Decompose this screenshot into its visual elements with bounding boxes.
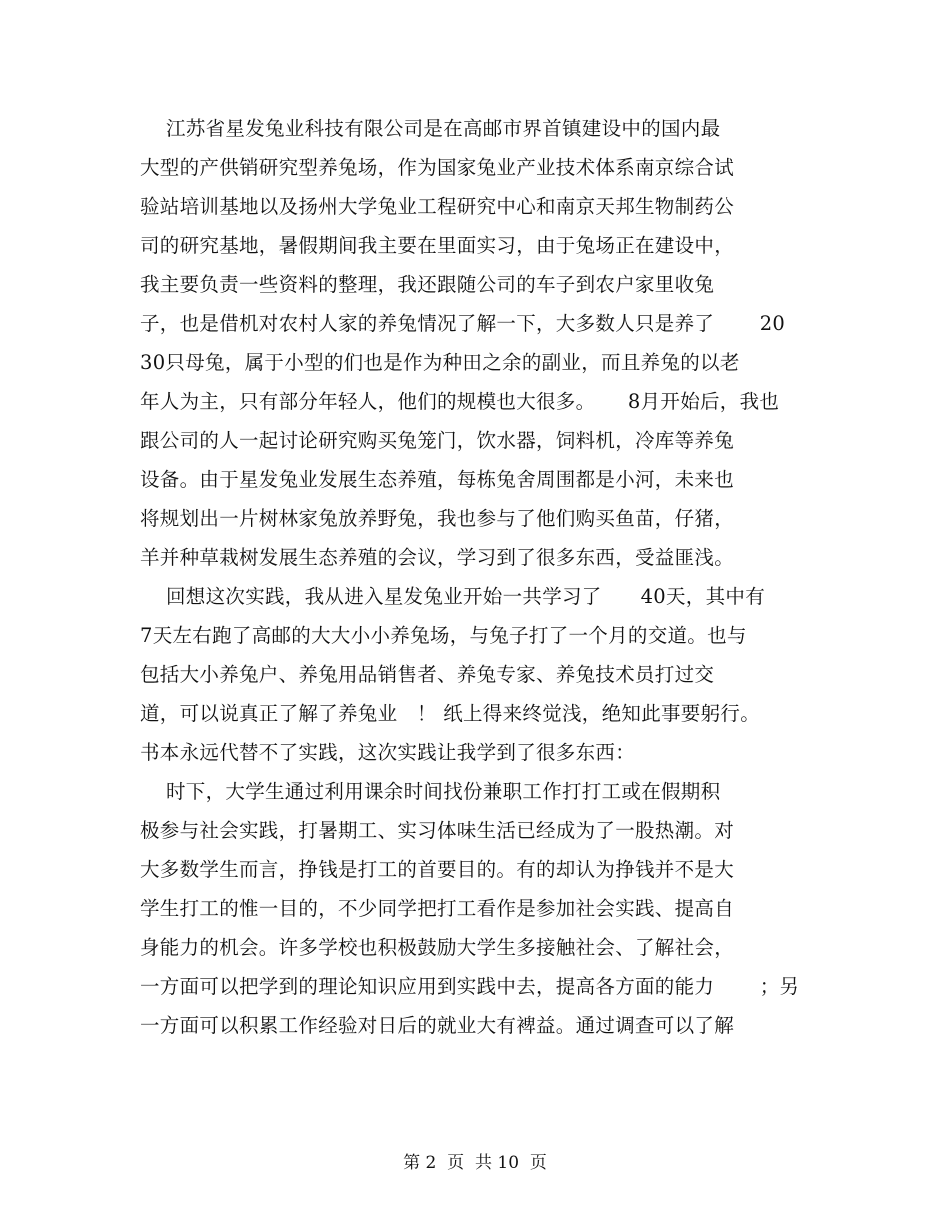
text-line: 跟公司的人一起讨论研究购买兔笼门，饮水器，饲料机，冷库等养兔 <box>140 429 735 452</box>
text-line: 司的研究基地，暑假期间我主要在里面实习，由于兔场正在建设中， <box>140 234 735 257</box>
text-line: 设备。由于星发兔业发展生态养殖，每栋兔舍周围都是小河，未来也 <box>140 468 735 491</box>
text-line: 一方面可以积累工作经验对日后的就业大有裨益。通过调查可以了解 <box>140 1014 735 1037</box>
text-line: 身能力的机会。许多学校也积极鼓励大学生多接触社会、了解社会， <box>140 936 735 959</box>
text-line: 学生打工的惟一目的，不少同学把打工看作是参加社会实践、提高自 <box>140 897 735 920</box>
text-line: 将规划出一片树林家兔放养野兔，我也参与了他们购买鱼苗，仔猪， <box>140 507 735 530</box>
text-line: 时下，大学生通过利用课余时间找份兼职工作打打工或在假期积 <box>140 780 721 803</box>
text-line: 江苏省星发兔业科技有限公司是在高邮市界首镇建设中的国内最 <box>140 117 721 140</box>
text-line: 包括大小养兔户、养兔用品销售者、养兔专家、养兔技术员打过交 <box>140 663 715 686</box>
text-line: 大多数学生而言，挣钱是打工的首要目的。有的却认为挣钱并不是大 <box>140 858 735 881</box>
text-line: 我主要负责一些资料的整理，我还跟随公司的车子到农户家里收兔 <box>140 273 715 296</box>
text-line: 7天左右跑了高邮的大大小小养兔场，与兔子打了一个月的交道。也与 <box>140 624 747 647</box>
text-line: 书本永远代替不了实践，这次实践让我学到了很多东西： <box>140 741 636 764</box>
text-line: 极参与社会实践，打暑期工、实习体味生活已经成为了一股热潮。对 <box>140 819 735 842</box>
text-line: 羊并种草栽树发展生态养殖的会议，学习到了很多东西，受益匪浅。 <box>140 546 735 569</box>
page-number-footer: 第 2 页 共 10 页 <box>403 1153 547 1173</box>
text-line: 验站培训基地以及扬州大学兔业工程研究中心和南京天邦生物制药公 <box>140 195 735 218</box>
text-line: 道，可以说真正了解了养兔业 ！ 纸上得来终觉浅，绝知此事要躬行。 <box>140 702 760 725</box>
text-line: 30只母兔，属于小型的们也是作为种田之余的副业，而且养兔的以老 <box>140 351 740 374</box>
text-line: 年人为主，只有部分年轻人，他们的规模也大很多。 8月开始后，我也 <box>140 390 780 413</box>
text-line: 子，也是借机对农村人家的养兔情况了解一下，大多数人只是养了 20 <box>140 312 786 335</box>
text-line: 大型的产供销研究型养兔场，作为国家兔业产业技术体系南京综合试 <box>140 156 735 179</box>
text-line: 一方面可以把学到的理论知识应用到实践中去，提高各方面的能力 ；另 <box>140 975 800 998</box>
text-line: 回想这次实践，我从进入星发兔业开始一共学习了 40天，其中有 <box>140 585 765 608</box>
